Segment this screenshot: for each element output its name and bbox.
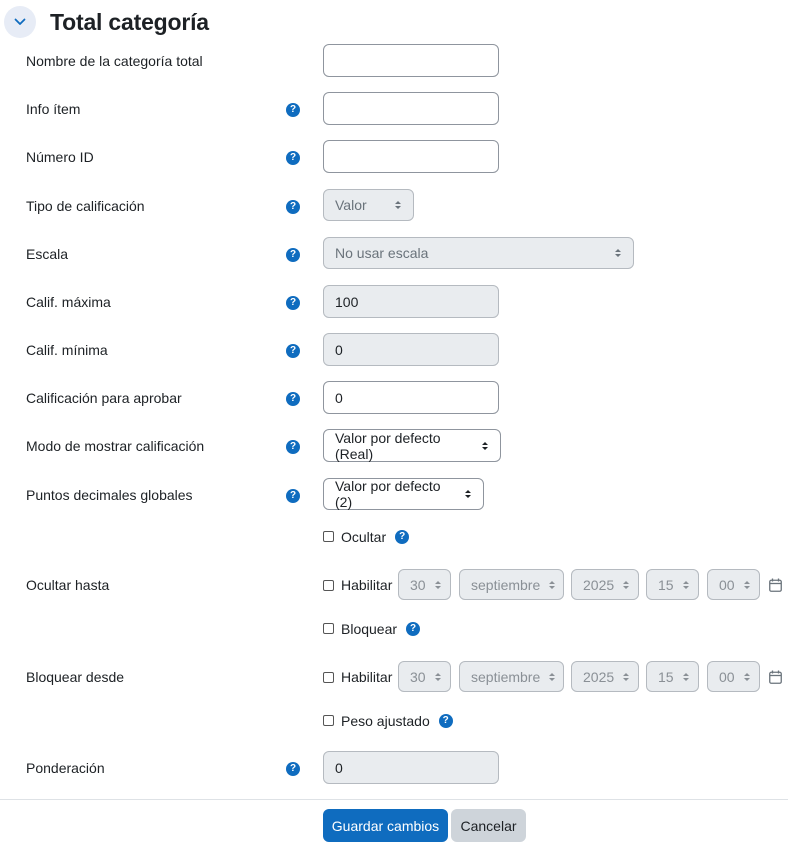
locked-checkbox[interactable] <box>323 623 334 634</box>
form-row-weight <box>0 751 788 784</box>
hidden-until-enable <box>323 577 392 593</box>
hidden-until-minute-select[interactable] <box>707 569 760 600</box>
form-row-scale <box>0 237 788 269</box>
locked-after-minute-select[interactable] <box>707 661 760 692</box>
id-number-input[interactable] <box>323 140 499 173</box>
calendar-icon[interactable] <box>769 670 782 684</box>
weight-label: Ponderación <box>26 760 105 776</box>
minute-value: 00 <box>719 576 735 593</box>
form-row-locked-after <box>0 661 788 692</box>
form-row-hidden-until <box>0 569 788 600</box>
hidden-checkbox-row <box>323 528 409 545</box>
hidden-checkbox[interactable] <box>323 531 334 542</box>
item-info-label: Info ítem <box>26 101 81 117</box>
help-icon[interactable]: ? <box>286 248 300 262</box>
help-icon[interactable]: ? <box>286 762 300 776</box>
form-row-pass-grade <box>0 381 788 414</box>
display-type-value: Valor por defecto (Real) <box>335 429 441 462</box>
weight-adjusted-checkbox-label: Peso ajustado <box>341 712 430 729</box>
display-type-select[interactable] <box>323 429 501 462</box>
max-grade-input[interactable]: 100 <box>323 285 499 318</box>
select-arrows-icon <box>614 247 622 259</box>
footer-divider <box>0 799 788 800</box>
form-row-grade-type <box>0 189 788 221</box>
min-grade-input[interactable]: 0 <box>323 333 499 366</box>
pass-grade-input[interactable]: 0 <box>323 381 499 414</box>
month-value: septiembre <box>471 668 541 685</box>
grade-type-label: Tipo de calificación <box>26 198 145 214</box>
scale-select[interactable] <box>323 237 634 269</box>
cancel-button[interactable]: Cancelar <box>451 809 526 842</box>
category-name-input[interactable] <box>323 44 499 77</box>
weight-adjusted-checkbox[interactable] <box>323 715 334 726</box>
form-row-display-type <box>0 429 788 462</box>
hidden-until-month-select[interactable] <box>459 569 564 600</box>
chevron-down-icon <box>13 15 27 29</box>
item-info-input[interactable] <box>323 92 499 125</box>
weight-adjusted-checkbox-row <box>323 712 453 729</box>
help-icon[interactable]: ? <box>286 440 300 454</box>
help-icon[interactable]: ? <box>286 103 300 117</box>
locked-after-year-select[interactable] <box>571 661 639 692</box>
hidden-until-enable-label: Habilitar <box>341 577 393 593</box>
locked-after-month-select[interactable] <box>459 661 564 692</box>
help-icon[interactable]: ? <box>286 151 300 165</box>
select-arrows-icon <box>622 579 630 591</box>
locked-after-enable-checkbox[interactable] <box>323 672 334 683</box>
grade-type-value: Valor <box>335 197 367 213</box>
display-type-label: Modo de mostrar calificación <box>26 438 205 454</box>
locked-checkbox-row <box>323 620 420 637</box>
minute-value: 00 <box>719 668 735 685</box>
locked-checkbox-label: Bloquear <box>341 620 398 637</box>
select-arrows-icon <box>548 671 556 683</box>
select-arrows-icon <box>622 671 630 683</box>
help-icon[interactable]: ? <box>286 296 300 310</box>
hidden-until-hour-select[interactable] <box>646 569 699 600</box>
form-row-id-number <box>0 140 788 173</box>
hidden-until-year-select[interactable] <box>571 569 639 600</box>
calendar-icon[interactable] <box>769 578 782 592</box>
year-value: 2025 <box>583 576 615 593</box>
hidden-until-label: Ocultar hasta <box>26 577 110 593</box>
locked-after-day-select[interactable] <box>398 661 451 692</box>
help-icon[interactable]: ? <box>286 489 300 503</box>
form-row-item-info <box>0 92 788 125</box>
select-arrows-icon <box>682 579 690 591</box>
select-arrows-icon <box>743 579 751 591</box>
day-value: 30 <box>410 576 426 593</box>
select-arrows-icon <box>434 579 442 591</box>
weight-input[interactable]: 0 <box>323 751 499 784</box>
help-icon[interactable]: ? <box>395 530 409 544</box>
help-icon[interactable]: ? <box>286 200 300 214</box>
locked-after-enable <box>323 669 392 685</box>
collapse-button[interactable] <box>4 6 36 38</box>
select-arrows-icon <box>682 671 690 683</box>
help-icon[interactable]: ? <box>439 714 453 728</box>
max-grade-label: Calif. máxima <box>26 294 111 310</box>
section-title: Total categoría <box>50 8 209 35</box>
locked-after-enable-label: Habilitar <box>341 669 393 685</box>
select-arrows-icon <box>743 671 751 683</box>
locked-after-hour-select[interactable] <box>646 661 699 692</box>
month-value: septiembre <box>471 576 541 593</box>
select-arrows-icon <box>548 579 556 591</box>
help-icon[interactable]: ? <box>406 622 420 636</box>
hour-value: 15 <box>658 668 674 685</box>
decimal-points-select[interactable] <box>323 478 484 510</box>
help-icon[interactable]: ? <box>286 344 300 358</box>
select-arrows-icon <box>434 671 442 683</box>
hidden-until-enable-checkbox[interactable] <box>323 580 334 591</box>
select-arrows-icon <box>394 199 402 211</box>
pass-grade-label: Calificación para aprobar <box>26 390 182 406</box>
select-arrows-icon <box>464 488 472 500</box>
select-arrows-icon <box>481 440 489 452</box>
locked-after-label: Bloquear desde <box>26 669 125 685</box>
hidden-checkbox-label: Ocultar <box>341 528 387 545</box>
min-grade-label: Calif. mínima <box>26 342 108 358</box>
scale-value: No usar escala <box>335 245 429 261</box>
scale-label: Escala <box>26 246 69 262</box>
category-name-label: Nombre de la categoría total <box>26 53 203 69</box>
form-row-min-grade <box>0 333 788 366</box>
hour-value: 15 <box>658 576 674 593</box>
day-value: 30 <box>410 668 426 685</box>
form-row-decimal-points <box>0 478 788 510</box>
id-number-label: Número ID <box>26 149 94 165</box>
year-value: 2025 <box>583 668 615 685</box>
hidden-until-day-select[interactable] <box>398 569 451 600</box>
decimal-points-label: Puntos decimales globales <box>26 487 193 503</box>
grade-type-select[interactable] <box>323 189 414 221</box>
form-row-category-name <box>0 44 788 77</box>
decimal-points-value: Valor por defecto (2) <box>335 478 441 510</box>
help-icon[interactable]: ? <box>286 392 300 406</box>
section-header <box>4 4 209 40</box>
form-row-max-grade <box>0 285 788 318</box>
save-changes-button[interactable]: Guardar cambios <box>323 809 448 842</box>
